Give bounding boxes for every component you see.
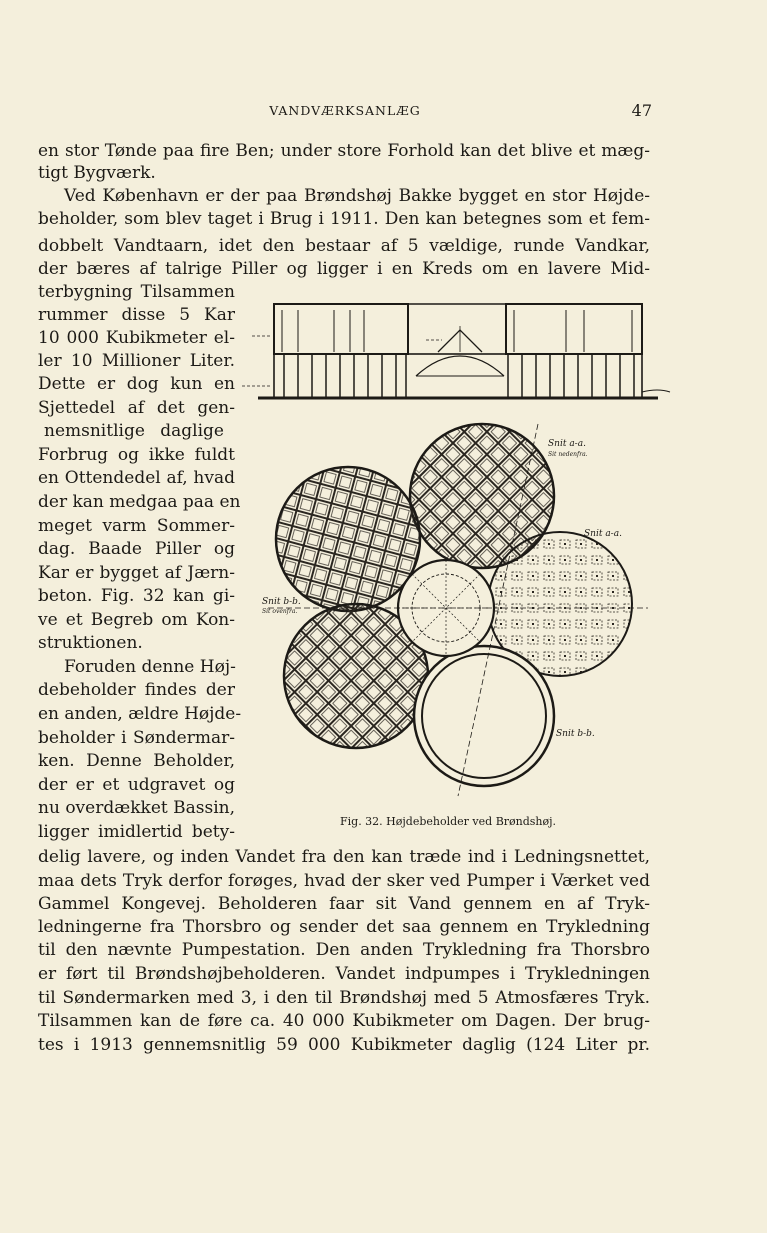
section-label: Sit ovenfra. xyxy=(262,608,298,615)
text-line: dobbelt Vandtaarn, idet den bestaar af 5 vældige, runde Vandkar, xyxy=(38,236,650,256)
page-header xyxy=(38,103,652,123)
text-line: der bæres af talrige Piller og ligger i en Kreds om en lavere Mid- xyxy=(38,259,650,279)
text-line: Ved København er der paa Brøndshøj Bakke bygget en stor Højde- xyxy=(64,186,650,206)
text-line: til Søndermarken med 3, i den til Brøndshøj med 5 Atmosfæres Tryk. xyxy=(38,988,650,1008)
text-line: er ført til Brøndshøjbeholderen. Vandet indpumpes i Trykledningen xyxy=(38,964,650,984)
text-line: rummer disse 5 Kar xyxy=(38,305,235,325)
section-label: Snit b-b. xyxy=(556,729,595,739)
section-label: Snit a-a. xyxy=(584,529,622,539)
text-line: en Ottendedel af, hvad xyxy=(38,468,235,488)
text-line: dag. Baade Piller og xyxy=(38,539,235,559)
page-number: 47 xyxy=(631,101,652,120)
text-line: struktionen. xyxy=(38,633,143,653)
plan-view xyxy=(268,424,648,796)
text-line: ledningerne fra Thorsbro og sender det saa gennem en Trykledning xyxy=(38,917,650,937)
text-line: ken. Denne Beholder, xyxy=(38,751,235,771)
text-line: Dette er dog kun en xyxy=(38,374,235,394)
text-line: ligger imidlertid bety- xyxy=(38,822,235,842)
text-line: maa dets Tryk derfor forøges, hvad der sker ved Pumper i Værket ved xyxy=(38,871,650,891)
text-line: tes i 1913 gennemsnitlig 59 000 Kubikmeter daglig (124 Liter pr. xyxy=(38,1035,650,1055)
text-line: Foruden denne Høj- xyxy=(64,657,236,677)
figure-caption: Fig. 32. Højdebeholder ved Brøndshøj. xyxy=(340,815,557,828)
section-label: Snit b-b. xyxy=(262,597,301,607)
text-line: der er et udgravet og xyxy=(38,775,235,795)
text-line: til den nævnte Pumpestation. Den anden Trykledning fra Thorsbro xyxy=(38,940,650,960)
text-line: en stor Tønde paa fire Ben; under store Forhold kan det blive et mæg- xyxy=(38,141,650,161)
text-line: delig lavere, og inden Vandet fra den kan træde ind i Ledningsnettet, xyxy=(38,847,650,867)
text-line: Kar er bygget af Jærn- xyxy=(38,563,235,583)
text-line: beholder i Søndermar- xyxy=(38,728,235,748)
running-title: VANDVÆRKSANLÆG xyxy=(269,103,421,118)
text-line: meget varm Sommer- xyxy=(38,516,235,536)
text-line: en anden, ældre Højde- xyxy=(38,704,242,724)
section-label: Sit nedenfra. xyxy=(548,451,588,458)
text-line: debeholder findes der xyxy=(38,680,235,700)
elevation-view xyxy=(242,304,670,398)
text-line: 10 000 Kubikmeter el- xyxy=(38,328,235,348)
text-line: nemsnitlige daglige xyxy=(44,421,224,441)
section-label: Snit a-a. xyxy=(548,439,586,449)
text-line: Tilsammen kan de føre ca. 40 000 Kubikmeter om Dagen. Der brug- xyxy=(38,1011,650,1031)
text-line: tigt Bygværk. xyxy=(38,163,156,183)
text-line: Forbrug og ikke fuldt xyxy=(38,445,235,465)
text-line: nu overdækket Bassin, xyxy=(38,798,235,818)
text-line: der kan medgaa paa en xyxy=(38,492,241,512)
text-line: Sjettedel af det gen- xyxy=(38,398,235,418)
text-line: ler 10 Millioner Liter. xyxy=(38,351,235,371)
figure-32-drawing xyxy=(238,296,678,836)
text-line: ve et Begreb om Kon- xyxy=(38,610,235,630)
text-line: Gammel Kongevej. Beholderen faar sit Vand gennem en af Tryk- xyxy=(38,894,650,914)
text-line: terbygning Tilsammen xyxy=(38,282,235,302)
text-line: beholder, som blev taget i Brug i 1911. Den kan betegnes som et fem- xyxy=(38,209,650,229)
text-line: beton. Fig. 32 kan gi- xyxy=(38,586,235,606)
